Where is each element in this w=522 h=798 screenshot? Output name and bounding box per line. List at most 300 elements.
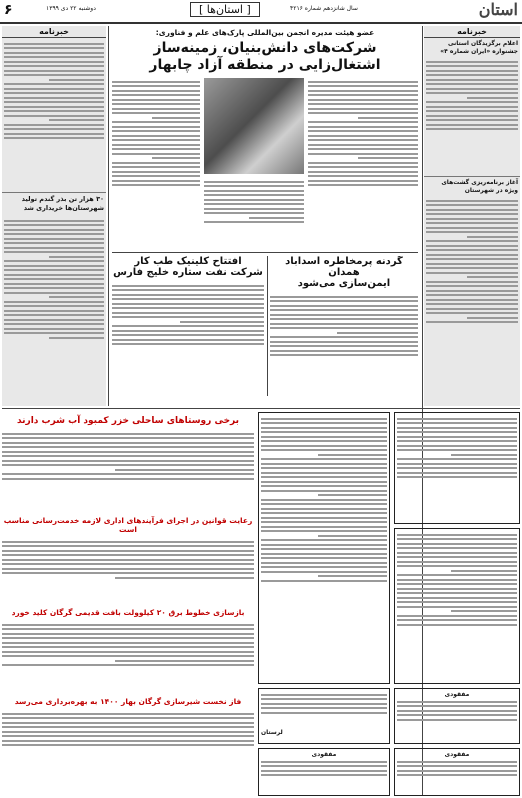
text-line bbox=[308, 144, 418, 146]
text-line bbox=[426, 308, 518, 310]
text-line bbox=[204, 208, 304, 210]
legal-notice-2-body bbox=[397, 415, 517, 519]
text-line bbox=[397, 714, 517, 716]
text-line bbox=[4, 128, 104, 130]
text-line bbox=[426, 258, 518, 260]
text-line bbox=[397, 592, 517, 594]
text-line bbox=[2, 473, 254, 475]
text-line bbox=[2, 637, 254, 639]
text-line bbox=[261, 449, 387, 451]
left-column-body-1 bbox=[2, 38, 106, 192]
text-line bbox=[4, 238, 104, 240]
text-line bbox=[152, 157, 200, 159]
text-line bbox=[261, 481, 387, 483]
text-line bbox=[397, 431, 517, 433]
text-line bbox=[397, 472, 517, 474]
story-asadabad-title-2: ایمن‌سازی می‌شود bbox=[297, 278, 391, 289]
text-line bbox=[270, 300, 418, 302]
red-headline-4: فاز نخست شیرسازی گرگان بهار ۱۴۰۰ به بهره‌برداری می‌رسد bbox=[14, 697, 242, 706]
text-line bbox=[261, 472, 387, 474]
text-line bbox=[426, 272, 518, 274]
text-line bbox=[4, 115, 104, 117]
text-line bbox=[426, 218, 518, 220]
text-line bbox=[397, 710, 517, 712]
text-line bbox=[261, 770, 387, 772]
left-column-label: خبرنامه bbox=[2, 26, 106, 38]
text-line bbox=[204, 199, 304, 201]
text-line bbox=[112, 330, 264, 332]
text-line bbox=[4, 74, 104, 76]
text-line bbox=[2, 628, 254, 630]
text-line bbox=[270, 314, 418, 316]
text-line bbox=[397, 418, 517, 420]
text-line bbox=[426, 83, 518, 85]
text-line bbox=[270, 323, 418, 325]
text-line bbox=[261, 508, 387, 510]
text-line bbox=[426, 281, 518, 283]
text-line bbox=[397, 574, 517, 576]
text-line bbox=[112, 166, 200, 168]
text-line bbox=[4, 47, 104, 49]
text-line bbox=[4, 269, 104, 271]
text-line bbox=[112, 108, 200, 110]
text-line bbox=[308, 85, 418, 87]
text-line bbox=[204, 181, 304, 183]
text-line bbox=[261, 761, 387, 763]
text-line bbox=[308, 112, 418, 114]
text-line bbox=[308, 108, 418, 110]
text-line bbox=[270, 305, 418, 307]
text-line bbox=[112, 307, 264, 309]
text-line bbox=[4, 328, 104, 330]
text-line bbox=[426, 267, 518, 269]
lost-notice-2-body bbox=[397, 758, 517, 790]
text-line bbox=[112, 99, 200, 101]
text-line bbox=[397, 619, 517, 621]
text-line bbox=[426, 200, 518, 202]
text-line bbox=[115, 577, 254, 579]
text-line bbox=[112, 298, 264, 300]
text-line bbox=[426, 299, 518, 301]
text-line bbox=[4, 278, 104, 280]
text-line bbox=[426, 321, 518, 323]
text-line bbox=[2, 633, 254, 635]
text-line bbox=[426, 106, 518, 108]
text-line bbox=[2, 541, 254, 543]
text-line bbox=[426, 70, 518, 72]
red-story-4-body bbox=[2, 710, 254, 770]
text-line bbox=[4, 314, 104, 316]
text-line bbox=[204, 190, 304, 192]
text-line bbox=[426, 263, 518, 265]
text-line bbox=[204, 185, 304, 187]
text-line bbox=[426, 65, 518, 67]
text-line bbox=[270, 354, 418, 356]
lead-photo bbox=[204, 78, 304, 174]
text-line bbox=[4, 242, 104, 244]
text-line bbox=[318, 575, 387, 577]
text-line bbox=[2, 478, 254, 480]
text-line bbox=[4, 332, 104, 334]
text-line bbox=[426, 222, 518, 224]
text-line bbox=[4, 229, 104, 231]
text-line bbox=[397, 761, 517, 763]
text-line bbox=[426, 92, 518, 94]
text-line bbox=[426, 124, 518, 126]
lead-body-left bbox=[112, 78, 200, 248]
text-line bbox=[261, 530, 387, 532]
text-line bbox=[397, 467, 517, 469]
text-line bbox=[270, 296, 418, 298]
text-line bbox=[261, 463, 387, 465]
text-line bbox=[2, 624, 254, 626]
text-line bbox=[426, 209, 518, 211]
text-line bbox=[397, 606, 517, 608]
text-line bbox=[4, 287, 104, 289]
lost-notice-1-body bbox=[397, 698, 517, 738]
text-line bbox=[426, 240, 518, 242]
text-line bbox=[112, 289, 264, 291]
text-line bbox=[397, 463, 517, 465]
sidebar-body-1 bbox=[424, 58, 520, 176]
text-line bbox=[2, 642, 254, 644]
text-line bbox=[308, 103, 418, 105]
text-line bbox=[4, 274, 104, 276]
text-line bbox=[426, 227, 518, 229]
text-line bbox=[152, 117, 200, 119]
story-clinic-body bbox=[112, 282, 264, 382]
text-line bbox=[112, 162, 200, 164]
text-line bbox=[397, 719, 517, 721]
lead-story-header bbox=[112, 26, 418, 74]
text-line bbox=[4, 61, 104, 63]
text-line bbox=[467, 317, 518, 319]
text-line bbox=[4, 319, 104, 321]
text-line bbox=[2, 464, 254, 466]
text-line bbox=[112, 339, 264, 341]
story-clinic-title-1: افتتاح کلینیک طب کار bbox=[134, 256, 242, 267]
text-line bbox=[426, 79, 518, 81]
text-line bbox=[2, 455, 254, 457]
left-column-body-2 bbox=[2, 215, 106, 406]
text-line bbox=[2, 433, 254, 435]
text-line bbox=[308, 126, 418, 128]
text-line bbox=[261, 517, 387, 519]
text-line bbox=[2, 554, 254, 556]
text-line bbox=[397, 583, 517, 585]
text-line bbox=[4, 283, 104, 285]
text-line bbox=[112, 334, 264, 336]
text-line bbox=[261, 765, 387, 767]
text-line bbox=[4, 97, 104, 99]
text-line bbox=[451, 454, 517, 456]
text-line bbox=[308, 121, 418, 123]
text-line bbox=[261, 440, 387, 442]
notice-block-4-body bbox=[261, 691, 387, 729]
text-line bbox=[2, 722, 254, 724]
text-line bbox=[2, 646, 254, 648]
text-line bbox=[261, 539, 387, 541]
text-line bbox=[426, 128, 518, 130]
text-line bbox=[426, 285, 518, 287]
text-line bbox=[261, 526, 387, 528]
text-line bbox=[397, 701, 517, 703]
text-line bbox=[2, 655, 254, 657]
text-line bbox=[112, 312, 264, 314]
text-line bbox=[270, 327, 418, 329]
text-line bbox=[49, 296, 104, 298]
text-line bbox=[426, 119, 518, 121]
red-headline-1: برخی روستاهای ساحلی خزر کمبود آب شرب دارند bbox=[16, 416, 240, 426]
lost-notice-3-body bbox=[261, 758, 387, 790]
text-line bbox=[2, 545, 254, 547]
text-line bbox=[4, 260, 104, 262]
text-line bbox=[426, 294, 518, 296]
text-line bbox=[2, 460, 254, 462]
text-line bbox=[270, 318, 418, 320]
text-line bbox=[2, 563, 254, 565]
text-line bbox=[261, 707, 387, 709]
legal-notice-1 bbox=[258, 412, 390, 684]
lost-notice-3-label: مفقودی bbox=[311, 751, 337, 758]
text-line bbox=[397, 774, 517, 776]
text-line bbox=[49, 337, 104, 339]
text-line bbox=[426, 254, 518, 256]
text-line bbox=[4, 101, 104, 103]
text-line bbox=[397, 565, 517, 567]
red-headline-2: رعایت قوانین در اجرای فرآیندهای اداری لازمه خدمت‌رسانی مناسب است bbox=[3, 516, 253, 534]
sidebar-body-2 bbox=[424, 197, 520, 397]
lead-body-under-photo bbox=[204, 178, 304, 248]
text-line bbox=[115, 660, 254, 662]
text-line bbox=[308, 90, 418, 92]
text-line bbox=[4, 110, 104, 112]
left-column-headline: ۳۰ هزار تن بذر گندم تولید شهرستان‌ها خریداری شد bbox=[2, 192, 106, 215]
text-line bbox=[112, 144, 200, 146]
text-line bbox=[4, 292, 104, 294]
text-line bbox=[426, 88, 518, 90]
text-line bbox=[204, 212, 304, 214]
red-story-3-body bbox=[2, 621, 254, 693]
text-line bbox=[451, 570, 517, 572]
text-line bbox=[426, 312, 518, 314]
text-line bbox=[4, 323, 104, 325]
text-line bbox=[261, 694, 387, 696]
left-column bbox=[2, 26, 106, 406]
text-line bbox=[337, 332, 418, 334]
notice-signature: لرستان bbox=[261, 729, 283, 736]
text-line bbox=[261, 467, 387, 469]
story-asadabad-title-1: گردنه پرمخاطره اسدآباد همدان bbox=[285, 256, 403, 278]
text-line bbox=[2, 717, 254, 719]
text-line bbox=[397, 422, 517, 424]
text-line bbox=[467, 236, 518, 238]
text-line bbox=[397, 445, 517, 447]
text-line bbox=[358, 157, 419, 159]
lead-body-right bbox=[308, 78, 418, 248]
text-line bbox=[4, 137, 104, 139]
story-clinic-title-2: شرکت نفت ستاره خلیج فارس bbox=[113, 267, 263, 278]
legal-notice-3-body bbox=[397, 531, 517, 679]
text-line bbox=[261, 485, 387, 487]
red-story-1-body bbox=[2, 430, 254, 512]
story-clinic bbox=[112, 256, 264, 396]
text-line bbox=[397, 427, 517, 429]
text-line bbox=[261, 774, 387, 776]
text-line bbox=[397, 601, 517, 603]
text-line bbox=[397, 705, 517, 707]
text-line bbox=[261, 418, 387, 420]
text-line bbox=[426, 231, 518, 233]
text-line bbox=[261, 431, 387, 433]
text-line bbox=[397, 556, 517, 558]
text-line bbox=[112, 94, 200, 96]
text-line bbox=[2, 446, 254, 448]
text-line bbox=[112, 153, 200, 155]
text-line bbox=[270, 309, 418, 311]
text-line bbox=[4, 247, 104, 249]
text-line bbox=[4, 43, 104, 45]
text-line bbox=[2, 726, 254, 728]
text-line bbox=[2, 664, 254, 666]
text-line bbox=[358, 117, 419, 119]
text-line bbox=[112, 121, 200, 123]
text-line bbox=[426, 115, 518, 117]
text-line bbox=[308, 175, 418, 177]
text-line bbox=[261, 445, 387, 447]
text-line bbox=[397, 561, 517, 563]
text-line bbox=[115, 469, 254, 471]
text-line bbox=[2, 735, 254, 737]
text-line bbox=[2, 713, 254, 715]
lost-notice-1 bbox=[394, 688, 520, 744]
text-line bbox=[4, 56, 104, 58]
text-line bbox=[308, 153, 418, 155]
text-line bbox=[308, 171, 418, 173]
section-title: [ استان‌ها ] bbox=[190, 2, 260, 17]
lost-notice-2 bbox=[394, 748, 520, 796]
text-line bbox=[112, 343, 264, 345]
page-number: ۶ bbox=[4, 2, 13, 18]
text-line bbox=[426, 245, 518, 247]
text-line bbox=[4, 301, 104, 303]
text-line bbox=[261, 458, 387, 460]
text-line bbox=[318, 454, 387, 456]
text-line bbox=[112, 81, 200, 83]
text-line bbox=[397, 615, 517, 617]
red-story-2-body bbox=[2, 538, 254, 604]
text-line bbox=[397, 770, 517, 772]
text-line bbox=[4, 233, 104, 235]
text-line bbox=[2, 437, 254, 439]
right-sidebar bbox=[424, 26, 520, 406]
text-line bbox=[112, 148, 200, 150]
lead-kicker: عضو هیئت مدیره انجمن بین‌المللی پارک‌های علم و فناوری: bbox=[155, 28, 375, 37]
text-line bbox=[4, 265, 104, 267]
text-line bbox=[397, 538, 517, 540]
issue-date: دوشنبه ۲۲ دی ۱۳۹۹ bbox=[46, 5, 96, 12]
text-line bbox=[426, 61, 518, 63]
text-line bbox=[112, 126, 200, 128]
text-line bbox=[112, 180, 200, 182]
text-line bbox=[49, 256, 104, 258]
text-line bbox=[397, 552, 517, 554]
text-line bbox=[397, 579, 517, 581]
text-line bbox=[426, 303, 518, 305]
text-line bbox=[308, 184, 418, 186]
text-line bbox=[318, 535, 387, 537]
text-line bbox=[261, 571, 387, 573]
text-line bbox=[308, 94, 418, 96]
text-line bbox=[308, 166, 418, 168]
text-line bbox=[397, 534, 517, 536]
text-line bbox=[112, 303, 264, 305]
text-line bbox=[467, 97, 518, 99]
text-line bbox=[2, 740, 254, 742]
text-line bbox=[261, 503, 387, 505]
text-line bbox=[426, 204, 518, 206]
text-line bbox=[308, 148, 418, 150]
text-line bbox=[4, 310, 104, 312]
text-line bbox=[261, 703, 387, 705]
text-line bbox=[112, 316, 264, 318]
text-line bbox=[397, 765, 517, 767]
lost-notice-3 bbox=[258, 748, 390, 796]
sidebar-headline-1: اعلام برگزیدگان استانی جشنواره «ایران شماره ۴» bbox=[440, 40, 518, 55]
text-line bbox=[451, 610, 517, 612]
text-line bbox=[261, 562, 387, 564]
text-line bbox=[397, 476, 517, 478]
notice-block-4 bbox=[258, 688, 390, 744]
text-line bbox=[261, 712, 387, 714]
issue-info: سال شانزدهم شماره ۴۲۱۶ bbox=[290, 5, 358, 12]
legal-notice-2 bbox=[394, 412, 520, 524]
text-line bbox=[112, 325, 264, 327]
text-line bbox=[270, 345, 418, 347]
text-line bbox=[467, 276, 518, 278]
newspaper-logo: استان bbox=[478, 0, 518, 19]
text-line bbox=[112, 85, 200, 87]
text-line bbox=[261, 427, 387, 429]
text-line bbox=[308, 130, 418, 132]
text-line bbox=[308, 81, 418, 83]
text-line bbox=[397, 588, 517, 590]
text-line bbox=[397, 458, 517, 460]
text-line bbox=[261, 698, 387, 700]
text-line bbox=[2, 744, 254, 746]
text-line bbox=[49, 79, 104, 81]
text-line bbox=[318, 494, 387, 496]
text-line bbox=[308, 162, 418, 164]
text-line bbox=[4, 220, 104, 222]
text-line bbox=[4, 305, 104, 307]
sidebar-label: خبرنامه bbox=[424, 26, 520, 38]
text-line bbox=[397, 543, 517, 545]
text-line bbox=[112, 171, 200, 173]
text-line bbox=[397, 440, 517, 442]
text-line bbox=[2, 568, 254, 570]
text-line bbox=[261, 566, 387, 568]
text-line bbox=[261, 490, 387, 492]
text-line bbox=[2, 651, 254, 653]
text-line bbox=[308, 99, 418, 101]
text-line bbox=[270, 341, 418, 343]
story-asadabad bbox=[270, 256, 418, 396]
text-line bbox=[397, 624, 517, 626]
legal-notice-3 bbox=[394, 528, 520, 684]
page-header bbox=[0, 0, 522, 24]
text-line bbox=[261, 422, 387, 424]
